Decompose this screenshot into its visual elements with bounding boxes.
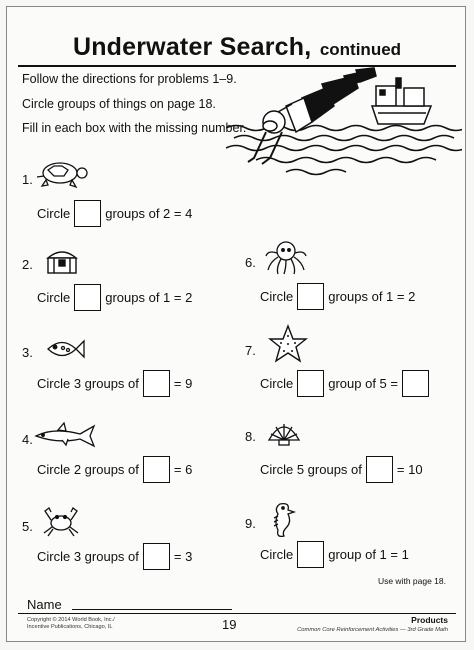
problem-1-statement <box>37 200 192 227</box>
crab-icon <box>40 505 82 539</box>
direction-line: Circle groups of things on page 18. <box>22 97 216 111</box>
answer-box[interactable] <box>297 370 324 397</box>
footer-rule <box>18 613 456 614</box>
copyright <box>27 617 115 631</box>
shell-icon <box>266 418 302 448</box>
problem-number: 1. <box>22 172 33 187</box>
turtle-icon <box>34 158 90 190</box>
problem-text-after: group of 5 = <box>328 376 398 391</box>
answer-box[interactable] <box>402 370 429 397</box>
problem-text-after: = 9 <box>173 376 193 391</box>
answer-box[interactable] <box>143 456 170 483</box>
answer-box[interactable] <box>297 283 324 310</box>
problem-2-statement <box>37 284 192 311</box>
direction-line: Fill in each box with the missing number. <box>22 121 247 135</box>
name-label: Name <box>27 597 62 612</box>
title-continued: continued <box>319 40 402 59</box>
treasure-chest-icon <box>44 246 80 276</box>
answer-box[interactable] <box>74 200 101 227</box>
scuba-diver-icon <box>248 68 376 164</box>
problem-text-after: groups of 1 = 2 <box>105 290 193 305</box>
problem-text-before: Circle <box>260 547 294 562</box>
problem-text-before: Circle 3 groups of <box>37 549 139 564</box>
problem-text-after: groups of 2 = 4 <box>105 206 193 221</box>
problem-6-statement <box>260 283 415 310</box>
problem-text-after: = 3 <box>173 549 193 564</box>
problem-text-after: groups of 1 = 2 <box>328 289 416 304</box>
problem-number: 7. <box>245 343 256 358</box>
problem-text-after: group of 1 = 1 <box>328 547 409 562</box>
problem-text-before: Circle 5 groups of <box>260 462 362 477</box>
title-main: Underwater Search, <box>72 33 312 61</box>
answer-box[interactable] <box>297 541 324 568</box>
answer-box[interactable] <box>143 370 170 397</box>
problem-number: 6. <box>245 255 256 270</box>
problem-7-statement <box>260 370 433 397</box>
answer-box[interactable] <box>74 284 101 311</box>
section-label: Products <box>411 615 448 625</box>
problem-text-before: Circle 3 groups of <box>37 376 139 391</box>
direction-line: Follow the directions for problems 1–9. <box>22 72 237 86</box>
problem-text-before: Circle <box>37 290 71 305</box>
problem-3-statement <box>37 370 192 397</box>
name-input-line[interactable] <box>72 609 232 610</box>
problem-number: 4. <box>22 432 33 447</box>
problem-9-statement <box>260 541 409 568</box>
page-title <box>0 33 474 62</box>
problem-number: 3. <box>22 345 33 360</box>
page-number: 19 <box>222 617 237 632</box>
shark-icon <box>34 422 98 448</box>
starfish-icon <box>268 324 308 364</box>
seahorse-icon <box>266 500 298 540</box>
boat-icon <box>372 78 431 124</box>
answer-box[interactable] <box>366 456 393 483</box>
problem-text-after: = 6 <box>173 462 193 477</box>
problem-number: 8. <box>245 429 256 444</box>
fish-icon <box>44 336 86 362</box>
diver-illustration <box>226 66 462 198</box>
problem-text-before: Circle <box>37 206 71 221</box>
problem-text-before: Circle 2 groups of <box>37 462 139 477</box>
octopus-icon <box>264 238 308 276</box>
answer-box[interactable] <box>143 543 170 570</box>
problem-number: 9. <box>245 516 256 531</box>
problem-text-after: = 10 <box>396 462 423 477</box>
copyright-line: Incentive Publications, Chicago, IL <box>27 624 113 630</box>
problem-number: 2. <box>22 257 33 272</box>
problem-8-statement <box>260 456 423 483</box>
problem-text-before: Circle <box>260 376 294 391</box>
use-with-note: Use with page 18. <box>377 576 446 586</box>
book-title: Common Core Reinforcement Activities — 3rd Grade Math <box>297 627 448 633</box>
problem-number: 5. <box>22 519 33 534</box>
copyright-line: Copyright © 2014 World Book, Inc./ <box>27 617 115 623</box>
problem-5-statement <box>37 543 192 570</box>
problem-4-statement <box>37 456 192 483</box>
problem-text-before: Circle <box>260 289 294 304</box>
